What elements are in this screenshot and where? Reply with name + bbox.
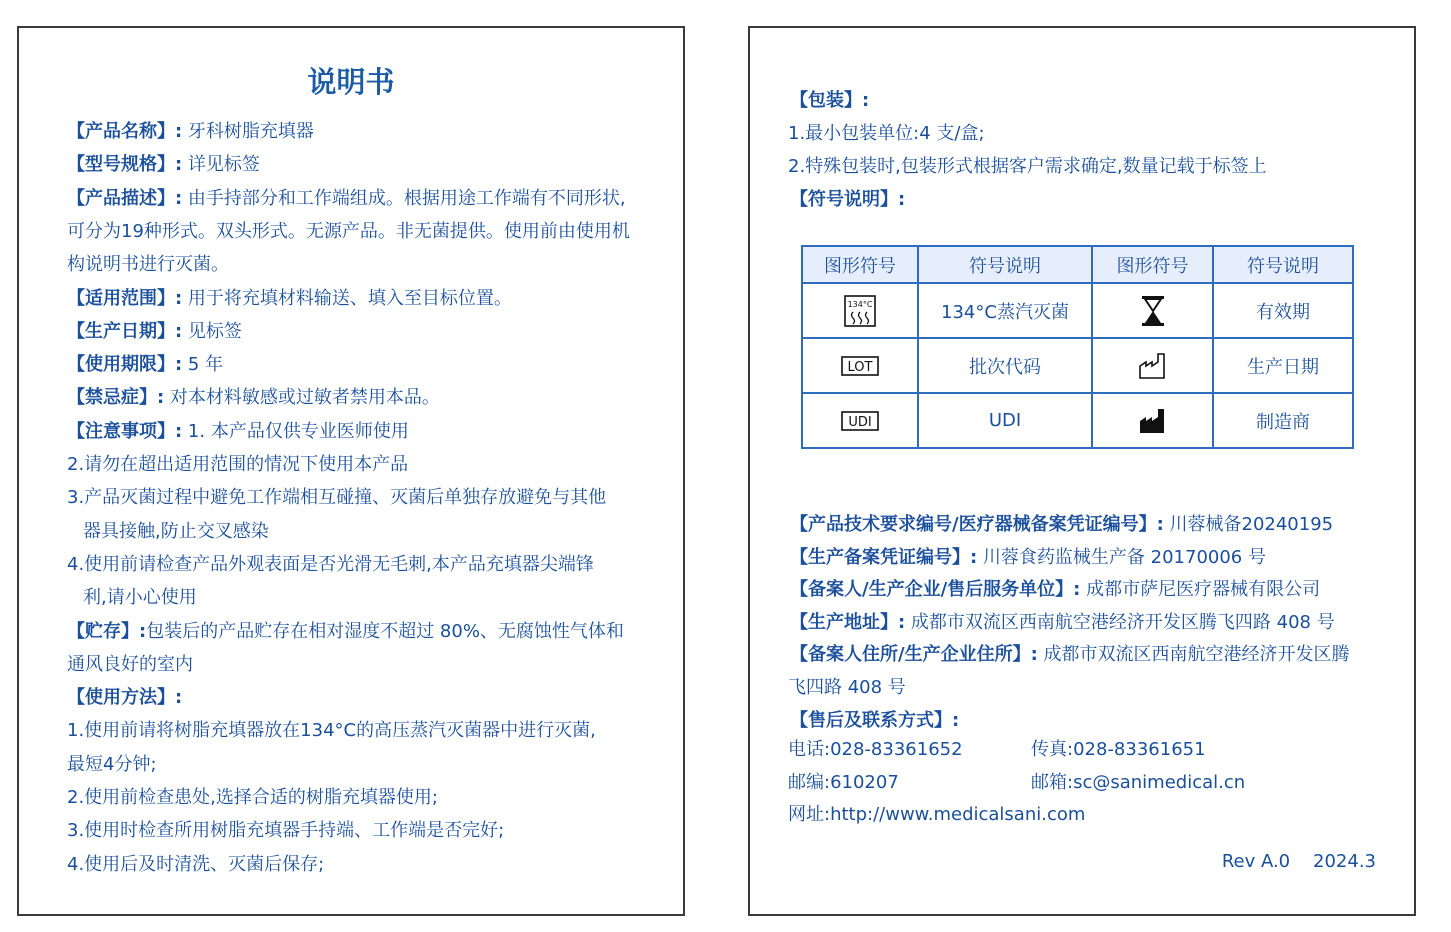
line-label: 【禁忌症】: [67,387,165,409]
line-text: 成都市萨尼医疗器械有限公司 [1080,579,1321,601]
revision-label: Rev A.0 2024.3 [1221,851,1376,872]
line-text: 1. 本产品仅供专业医师使用 [182,420,409,442]
line-label: 【售后及联系方式】: [790,709,960,731]
text-line [67,120,314,144]
instructions-left-panel [17,26,685,916]
text-line [67,819,504,843]
line-label: 【产品描述】: [67,187,183,209]
line-label: 【贮存】: [67,620,147,642]
line-text: 见标签 [182,320,242,342]
line-text: 飞四路 408 号 [788,677,906,698]
line-label: 【适用范围】: [67,287,183,309]
symbol-description: 制造商 [1213,393,1353,448]
line-text: 器具接触,防止交叉感染 [83,520,269,542]
line-label: 【产品技术要求编号/医疗器械备案凭证编号】: [790,514,1164,535]
header-cell: 图形符号 [1092,246,1213,283]
line-text: 利,请小心使用 [83,587,197,609]
header-cell: 符号说明 [1213,246,1353,283]
line-text: 4.使用后及时清洗、灭菌后保存; [67,853,325,875]
line-label: 【产品名称】: [67,121,183,142]
hourglass-icon [1140,295,1166,327]
contact-website[interactable]: 网址:http://www.medicalsani.com [788,804,1086,825]
text-line [790,643,1350,667]
text-line [67,686,182,710]
table-row [802,283,1353,338]
line-text: 5 年 [182,354,224,376]
header-cell: 符号说明 [918,246,1092,283]
text-line [790,578,1320,602]
text-line [67,220,630,244]
line-text: 详见标签 [182,154,260,176]
table-row [802,393,1353,448]
symbol-description: 有效期 [1213,283,1353,338]
line-text: 通风良好的室内 [67,653,193,675]
line-text: 川蓉械备20240195 [1163,514,1334,535]
line-text: 牙科树脂充填器 [182,121,314,142]
line-label: 【使用方法】: [67,687,183,709]
text-line [790,546,1266,570]
header-cell: 图形符号 [802,246,918,283]
text-line [67,553,594,577]
text-line [67,719,596,743]
line-text: 1.使用前请将树脂充填器放在134°C的高压蒸汽灭菌器中进行灭菌, [67,720,596,742]
contact-email[interactable]: 邮箱:sc@sanimedical.cn [1031,772,1246,793]
lot-icon [841,356,879,376]
symbol-cell [1092,338,1213,393]
line-text: 用于将充填材料输送、填入至目标位置。 [182,287,512,309]
text-line [67,353,223,377]
line-text: 对本材料敏感或过敏者禁用本品。 [164,387,440,409]
symbol-cell [1092,283,1213,338]
line-label: 【型号规格】: [67,154,183,176]
symbol-description: 批次代码 [918,338,1092,393]
svg-text:134°C: 134°C [847,299,873,309]
line-label: 【使用期限】: [67,354,183,376]
steam-sterilization-icon [843,294,877,328]
symbols-heading: 【符号说明】: [790,189,906,210]
instructions-right-panel [748,26,1416,916]
packaging-line-1: 1.最小包装单位:4 支/盒; [788,123,985,144]
page-title: 说明书 [307,65,395,99]
symbol-cell [802,393,918,448]
symbols-table [801,245,1354,449]
svg-text:LOT: LOT [847,359,873,375]
line-label: 【生产地址】: [790,611,906,633]
text-line [67,187,626,211]
text-line [790,709,959,733]
table-row [802,338,1353,393]
symbol-cell [802,338,918,393]
text-line [83,520,269,544]
text-line [790,611,1335,635]
contact-phone: 电话:028-83361652 [788,739,963,760]
line-text: 2.请勿在超出适用范围的情况下使用本产品 [67,454,409,475]
text-line [67,386,440,410]
line-text: 3.产品灭菌过程中避免工作端相互碰撞、灭菌后单独存放避免与其他 [67,487,607,509]
line-text: 成都市双流区西南航空港经济开发区腾 [1037,644,1350,666]
line-text: 4.使用前请检查产品外观表面是否光滑无毛刺,本产品充填器尖端锋 [67,553,594,575]
symbol-description: 生产日期 [1213,338,1353,393]
text-line [67,786,438,810]
text-line [67,253,229,277]
line-text: 构说明书进行灭菌。 [67,254,229,276]
text-line [83,586,197,610]
text-line [67,653,193,677]
text-line [67,620,624,644]
text-line [67,153,260,177]
contact-postcode: 邮编:610207 [788,772,899,793]
symbol-description: UDI [918,393,1092,448]
line-label: 【备案人住所/生产企业住所】: [790,644,1038,666]
text-line [67,453,408,477]
symbol-cell [1092,393,1213,448]
line-text: 川蓉食药监械生产备 20170006 号 [977,546,1266,568]
symbol-description: 134°C蒸汽灭菌 [918,283,1092,338]
text-line [67,486,606,510]
symbol-cell [802,283,918,338]
text-line [67,320,242,344]
line-text: 3.使用时检查所用树脂充填器手持端、工作端是否完好; [67,820,505,842]
svg-text:UDI: UDI [848,414,872,430]
factory-outline-icon [1138,352,1168,380]
line-text: 2.使用前检查患处,选择合适的树脂充填器使用; [67,787,438,808]
line-text: 最短4分钟; [67,753,157,775]
line-label: 【生产日期】: [67,320,183,342]
text-line [67,287,512,311]
packaging-line-2: 2.特殊包装时,包装形式根据客户需求确定,数量记载于标签上 [788,156,1267,177]
factory-filled-icon [1138,407,1168,435]
line-label: 【生产备案凭证编号】: [790,546,978,568]
line-label: 【注意事项】: [67,420,183,442]
text-line [67,853,324,877]
line-text: 由手持部分和工作端组成。根据用途工作端有不同形状, [182,187,626,209]
text-line [788,676,906,700]
packaging-heading: 【包装】: [790,90,870,111]
line-text: 包装后的产品贮存在相对湿度不超过 80%、无腐蚀性气体和 [146,620,624,642]
line-text: 成都市双流区西南航空港经济开发区腾飞四路 408 号 [905,611,1335,633]
line-label: 【备案人/生产企业/售后服务单位】: [790,579,1081,601]
text-line [67,753,157,777]
contact-fax: 传真:028-83361651 [1031,739,1206,760]
symbols-table-header [802,246,1353,283]
udi-icon [841,411,879,431]
text-line [67,420,409,444]
line-text: 可分为19种形式。双头形式。无源产品。非无菌提供。使用前由使用机 [67,220,630,242]
text-line [790,513,1333,537]
